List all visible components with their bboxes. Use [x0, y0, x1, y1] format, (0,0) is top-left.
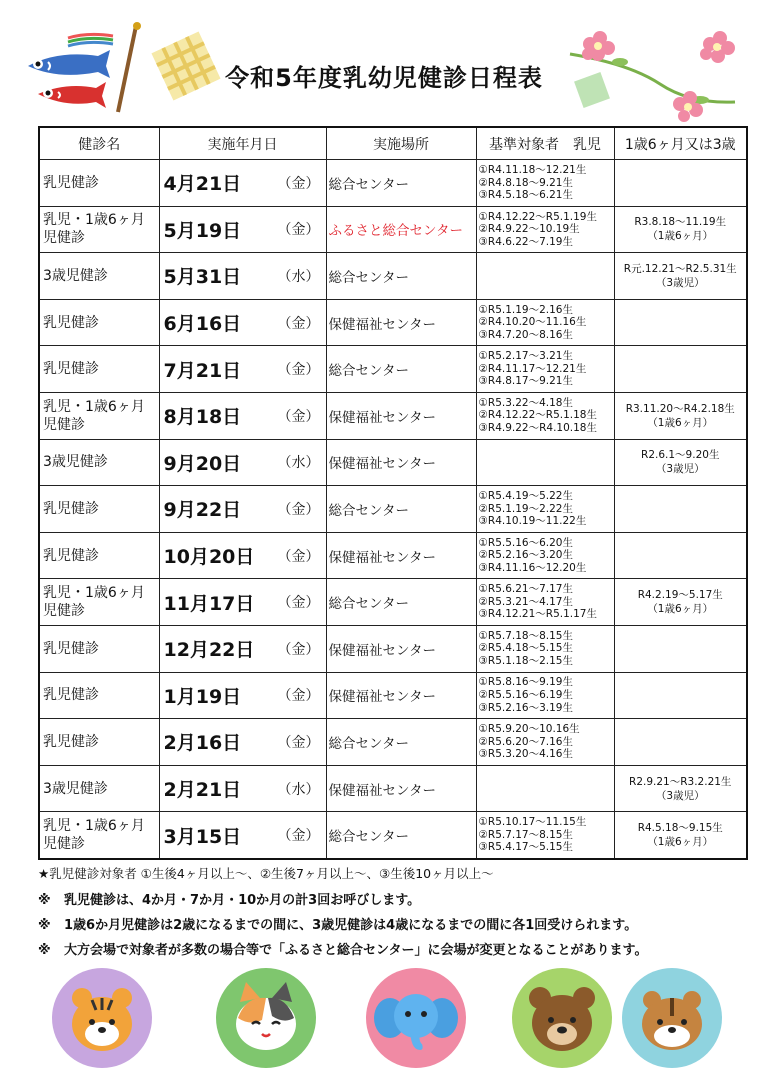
date-text: 12月22日: [163, 639, 255, 662]
table-row: [39, 299, 747, 346]
note-text: 1歳6か月児健診は2歳になるまでの間に、3歳児健診は4歳になるまでの間に各1回受けられます。: [64, 918, 638, 933]
infant-target: [476, 579, 614, 626]
checkup-name: 乳児・1歳6ヶ月児健診: [39, 812, 159, 859]
target-line: ③R4.11.16～12.20生: [478, 561, 587, 574]
day-of-week: （水）: [277, 268, 320, 285]
date-text: 3月15日: [163, 825, 242, 848]
header-toddler-target: 1歳6ヶ月又は3歳: [614, 127, 747, 160]
table-row: [39, 719, 747, 766]
page-title: 令和5年度乳幼児健診日程表: [225, 64, 543, 92]
age-range: R4.5.18～9.15生: [637, 822, 723, 835]
toddler-target: [614, 392, 747, 439]
note-mark: ※: [38, 918, 51, 933]
target-line: [479, 257, 614, 270]
target-line: ②R4.10.20～11.16生: [478, 316, 587, 329]
target-line: ①R5.8.16～9.19生: [478, 676, 573, 689]
checkup-place: ふるさと総合センター: [326, 206, 476, 253]
infant-target: [476, 439, 614, 486]
date-text: 6月16日: [163, 313, 242, 336]
day-of-week: （金）: [277, 501, 320, 518]
date-text: 11月17日: [163, 592, 255, 615]
target-line: [479, 270, 614, 283]
day-of-week: （水）: [277, 455, 320, 472]
table-row: [39, 160, 747, 207]
checkup-name: 乳児健診: [39, 486, 159, 533]
infant-target: [476, 812, 614, 859]
target-line: ①R5.4.19～5.22生: [478, 490, 573, 503]
checkup-name: 3歳児健診: [39, 439, 159, 486]
checkup-place: 保健福祉センター: [326, 392, 476, 439]
target-line: ②R5.3.21～4.17生: [478, 595, 573, 608]
table-row: [39, 812, 747, 859]
elephant-face-icon: [366, 968, 466, 1068]
checkup-place: 保健福祉センター: [326, 625, 476, 672]
table-row: [39, 346, 747, 393]
day-of-week: （金）: [277, 175, 320, 192]
checkup-date: [159, 206, 326, 253]
checkup-place: 総合センター: [326, 486, 476, 533]
day-of-week: （金）: [277, 688, 320, 705]
target-line: ①R5.9.20～10.16生: [478, 723, 580, 736]
day-of-week: （金）: [277, 641, 320, 658]
target-line: ③R4.5.18～6.21生: [478, 189, 573, 202]
checkup-date: [159, 346, 326, 393]
table-row: [39, 439, 747, 486]
notes: [38, 864, 758, 964]
checkup-name: 3歳児健診: [39, 765, 159, 812]
note-item: [38, 939, 758, 958]
infant-target: [476, 719, 614, 766]
calico-cat-face-icon: [216, 968, 316, 1068]
infant-target: [476, 160, 614, 207]
target-line: ③R5.4.17～5.15生: [478, 841, 573, 854]
note-mark: ※: [38, 943, 51, 958]
infant-target: [476, 625, 614, 672]
checkup-place: 総合センター: [326, 253, 476, 300]
date-text: 5月31日: [163, 266, 242, 289]
target-line: ②R5.5.16～6.19生: [478, 689, 573, 702]
target-line: [479, 443, 614, 456]
toddler-target: [614, 625, 747, 672]
date-text: 5月19日: [163, 219, 242, 242]
toddler-target: [614, 532, 747, 579]
header-infant-target: 基準対象者 乳児: [476, 127, 614, 160]
checkup-date: [159, 532, 326, 579]
date-text: 9月22日: [163, 499, 242, 522]
target-line: ③R4.12.21～R5.1.17生: [478, 608, 597, 621]
checkup-name: 乳児健診: [39, 532, 159, 579]
age-label: （1歳6ヶ月）: [647, 230, 714, 243]
toddler-target: [614, 206, 747, 253]
date-text: 8月18日: [163, 406, 242, 429]
age-range: R2.9.21～R3.2.21生: [629, 775, 732, 788]
toddler-target: [614, 253, 747, 300]
checkup-name: 3歳児健診: [39, 253, 159, 300]
checkup-date: [159, 812, 326, 859]
day-of-week: （金）: [277, 548, 320, 565]
day-of-week: （金）: [277, 828, 320, 845]
target-line: [479, 795, 614, 808]
table-row: [39, 625, 747, 672]
target-line: ②R4.12.22～R5.1.18生: [478, 409, 597, 422]
target-line: ①R5.6.21～7.17生: [478, 583, 573, 596]
age-range: R3.8.18～11.19生: [634, 216, 727, 229]
age-label: （3歳児）: [655, 789, 705, 802]
target-line: ①R5.2.17～3.21生: [478, 350, 573, 363]
checkup-name: 乳児健診: [39, 346, 159, 393]
table-header-row: [39, 127, 747, 160]
checkup-place: 保健福祉センター: [326, 765, 476, 812]
checkup-place: 総合センター: [326, 812, 476, 859]
target-line: ②R4.8.18～9.21生: [478, 176, 573, 189]
table-row: [39, 486, 747, 533]
header-date: 実施年月日: [159, 127, 326, 160]
day-of-week: （金）: [277, 734, 320, 751]
day-of-week: （金）: [277, 315, 320, 332]
checkup-date: [159, 486, 326, 533]
checkup-date: [159, 439, 326, 486]
date-text: 4月21日: [163, 173, 242, 196]
checkup-name: 乳児健診: [39, 299, 159, 346]
target-line: ③R5.2.16～3.19生: [478, 701, 573, 714]
age-range: R3.11.20～R4.2.18生: [625, 402, 735, 415]
target-line: ②R5.6.20～7.16生: [478, 735, 573, 748]
day-of-week: （水）: [277, 781, 320, 798]
checkup-name: 乳児・1歳6ヶ月児健診: [39, 579, 159, 626]
target-line: [479, 782, 614, 795]
toddler-target: [614, 160, 747, 207]
age-label: （1歳6ヶ月）: [647, 416, 714, 429]
toddler-target: [614, 579, 747, 626]
checkup-place: 総合センター: [326, 346, 476, 393]
target-line: ①R4.12.22～R5.1.19生: [478, 210, 597, 223]
target-line: ②R5.2.16～3.20生: [478, 549, 573, 562]
table-row: [39, 206, 747, 253]
toddler-target: [614, 486, 747, 533]
age-range: R元.12.21～R2.5.31生: [623, 262, 737, 275]
header-checkup-name: 健診名: [39, 127, 159, 160]
target-line: [479, 282, 614, 295]
toddler-target: [614, 299, 747, 346]
infant-target: [476, 486, 614, 533]
date-text: 1月19日: [163, 685, 242, 708]
checkup-date: [159, 392, 326, 439]
target-line: ③R4.8.17～9.21生: [478, 375, 573, 388]
age-label: （1歳6ヶ月）: [647, 603, 714, 616]
checkup-name: 乳児・1歳6ヶ月児健診: [39, 206, 159, 253]
table-row: [39, 579, 747, 626]
toddler-target: [614, 439, 747, 486]
table-row: [39, 392, 747, 439]
checkup-place: 保健福祉センター: [326, 439, 476, 486]
day-of-week: （金）: [277, 362, 320, 379]
schedule-table: [38, 126, 748, 860]
target-line: ①R5.1.19～2.16生: [478, 303, 573, 316]
bear-face-icon: [512, 968, 612, 1068]
age-range: R2.6.1～9.20生: [641, 449, 720, 462]
target-line: ①R5.10.17～11.15生: [478, 816, 587, 829]
checkup-place: 総合センター: [326, 579, 476, 626]
note-item: [38, 914, 758, 933]
checkup-place: 保健福祉センター: [326, 299, 476, 346]
target-line: [479, 770, 614, 783]
target-line: ②R5.7.17～8.15生: [478, 828, 573, 841]
infant-target: [476, 672, 614, 719]
date-text: 2月21日: [163, 779, 242, 802]
checkup-name: 乳児・1歳6ヶ月児健診: [39, 392, 159, 439]
age-label: （3歳児）: [655, 463, 705, 476]
table-row: [39, 532, 747, 579]
table-row: [39, 253, 747, 300]
note-item: [38, 889, 758, 908]
note-text: 乳児健診は、4か月・7か月・10か月の計3回お呼びします。: [64, 893, 421, 908]
day-of-week: （金）: [277, 408, 320, 425]
target-line: ②R4.11.17～12.21生: [478, 362, 587, 375]
day-of-week: （金）: [277, 222, 320, 239]
header-place: 実施場所: [326, 127, 476, 160]
target-line: [479, 456, 614, 469]
checkup-name: 乳児健診: [39, 160, 159, 207]
target-line: [479, 469, 614, 482]
checkup-place: 総合センター: [326, 719, 476, 766]
target-line: ③R5.1.18～2.15生: [478, 655, 573, 668]
checkup-date: [159, 160, 326, 207]
checkup-date: [159, 253, 326, 300]
infant-target: [476, 206, 614, 253]
infant-target: [476, 392, 614, 439]
toddler-target: [614, 812, 747, 859]
toddler-target: [614, 346, 747, 393]
checkup-place: 保健福祉センター: [326, 672, 476, 719]
note-mark: ※: [38, 893, 51, 908]
infant-target: [476, 299, 614, 346]
table-row: [39, 672, 747, 719]
checkup-name: 乳児健診: [39, 672, 159, 719]
target-line: ③R4.9.22～R4.10.18生: [478, 422, 597, 435]
age-label: （3歳児）: [655, 276, 705, 289]
day-of-week: （金）: [277, 595, 320, 612]
checkup-name: 乳児健診: [39, 625, 159, 672]
checkup-date: [159, 625, 326, 672]
checkup-place: 保健福祉センター: [326, 532, 476, 579]
age-label: （1歳6ヶ月）: [647, 836, 714, 849]
target-line: ③R4.10.19～11.22生: [478, 515, 587, 528]
date-text: 2月16日: [163, 732, 242, 755]
toddler-target: [614, 765, 747, 812]
infant-target: [476, 346, 614, 393]
chipmunk-face-icon: [622, 968, 722, 1068]
date-text: 10月20日: [163, 546, 255, 569]
checkup-date: [159, 719, 326, 766]
note-text: 大方会場で対象者が多数の場合等で「ふるさと総合センター」に会場が変更となることがあります。: [64, 943, 648, 958]
target-line: ②R4.9.22～10.19生: [478, 223, 580, 236]
table-row: [39, 765, 747, 812]
target-line: ②R5.4.18～5.15生: [478, 642, 573, 655]
target-line: ③R5.3.20～4.16生: [478, 748, 573, 761]
tiger-face-icon: [52, 968, 152, 1068]
checkup-date: [159, 672, 326, 719]
target-line: ③R4.6.22～7.19生: [478, 235, 573, 248]
target-line: ②R5.1.19～2.22生: [478, 502, 573, 515]
date-text: 7月21日: [163, 359, 242, 382]
target-line: ①R5.5.16～6.20生: [478, 536, 573, 549]
checkup-place: 総合センター: [326, 160, 476, 207]
checkup-date: [159, 579, 326, 626]
checkup-date: [159, 765, 326, 812]
toddler-target: [614, 719, 747, 766]
infant-target: [476, 765, 614, 812]
target-line: ①R5.3.22～4.18生: [478, 396, 573, 409]
age-range: R4.2.19～5.17生: [637, 589, 723, 602]
target-line: ①R4.11.18～12.21生: [478, 163, 587, 176]
infant-target: [476, 253, 614, 300]
target-line: ③R4.7.20～8.16生: [478, 328, 573, 341]
infant-target: [476, 532, 614, 579]
date-text: 9月20日: [163, 452, 242, 475]
checkup-date: [159, 299, 326, 346]
target-line: ①R5.7.18～8.15生: [478, 629, 573, 642]
toddler-target: [614, 672, 747, 719]
checkup-name: 乳児健診: [39, 719, 159, 766]
note-target-line: ★乳児健診対象者 ①生後4ヶ月以上～、②生後7ヶ月以上～、③生後10ヶ月以上～: [38, 866, 494, 881]
